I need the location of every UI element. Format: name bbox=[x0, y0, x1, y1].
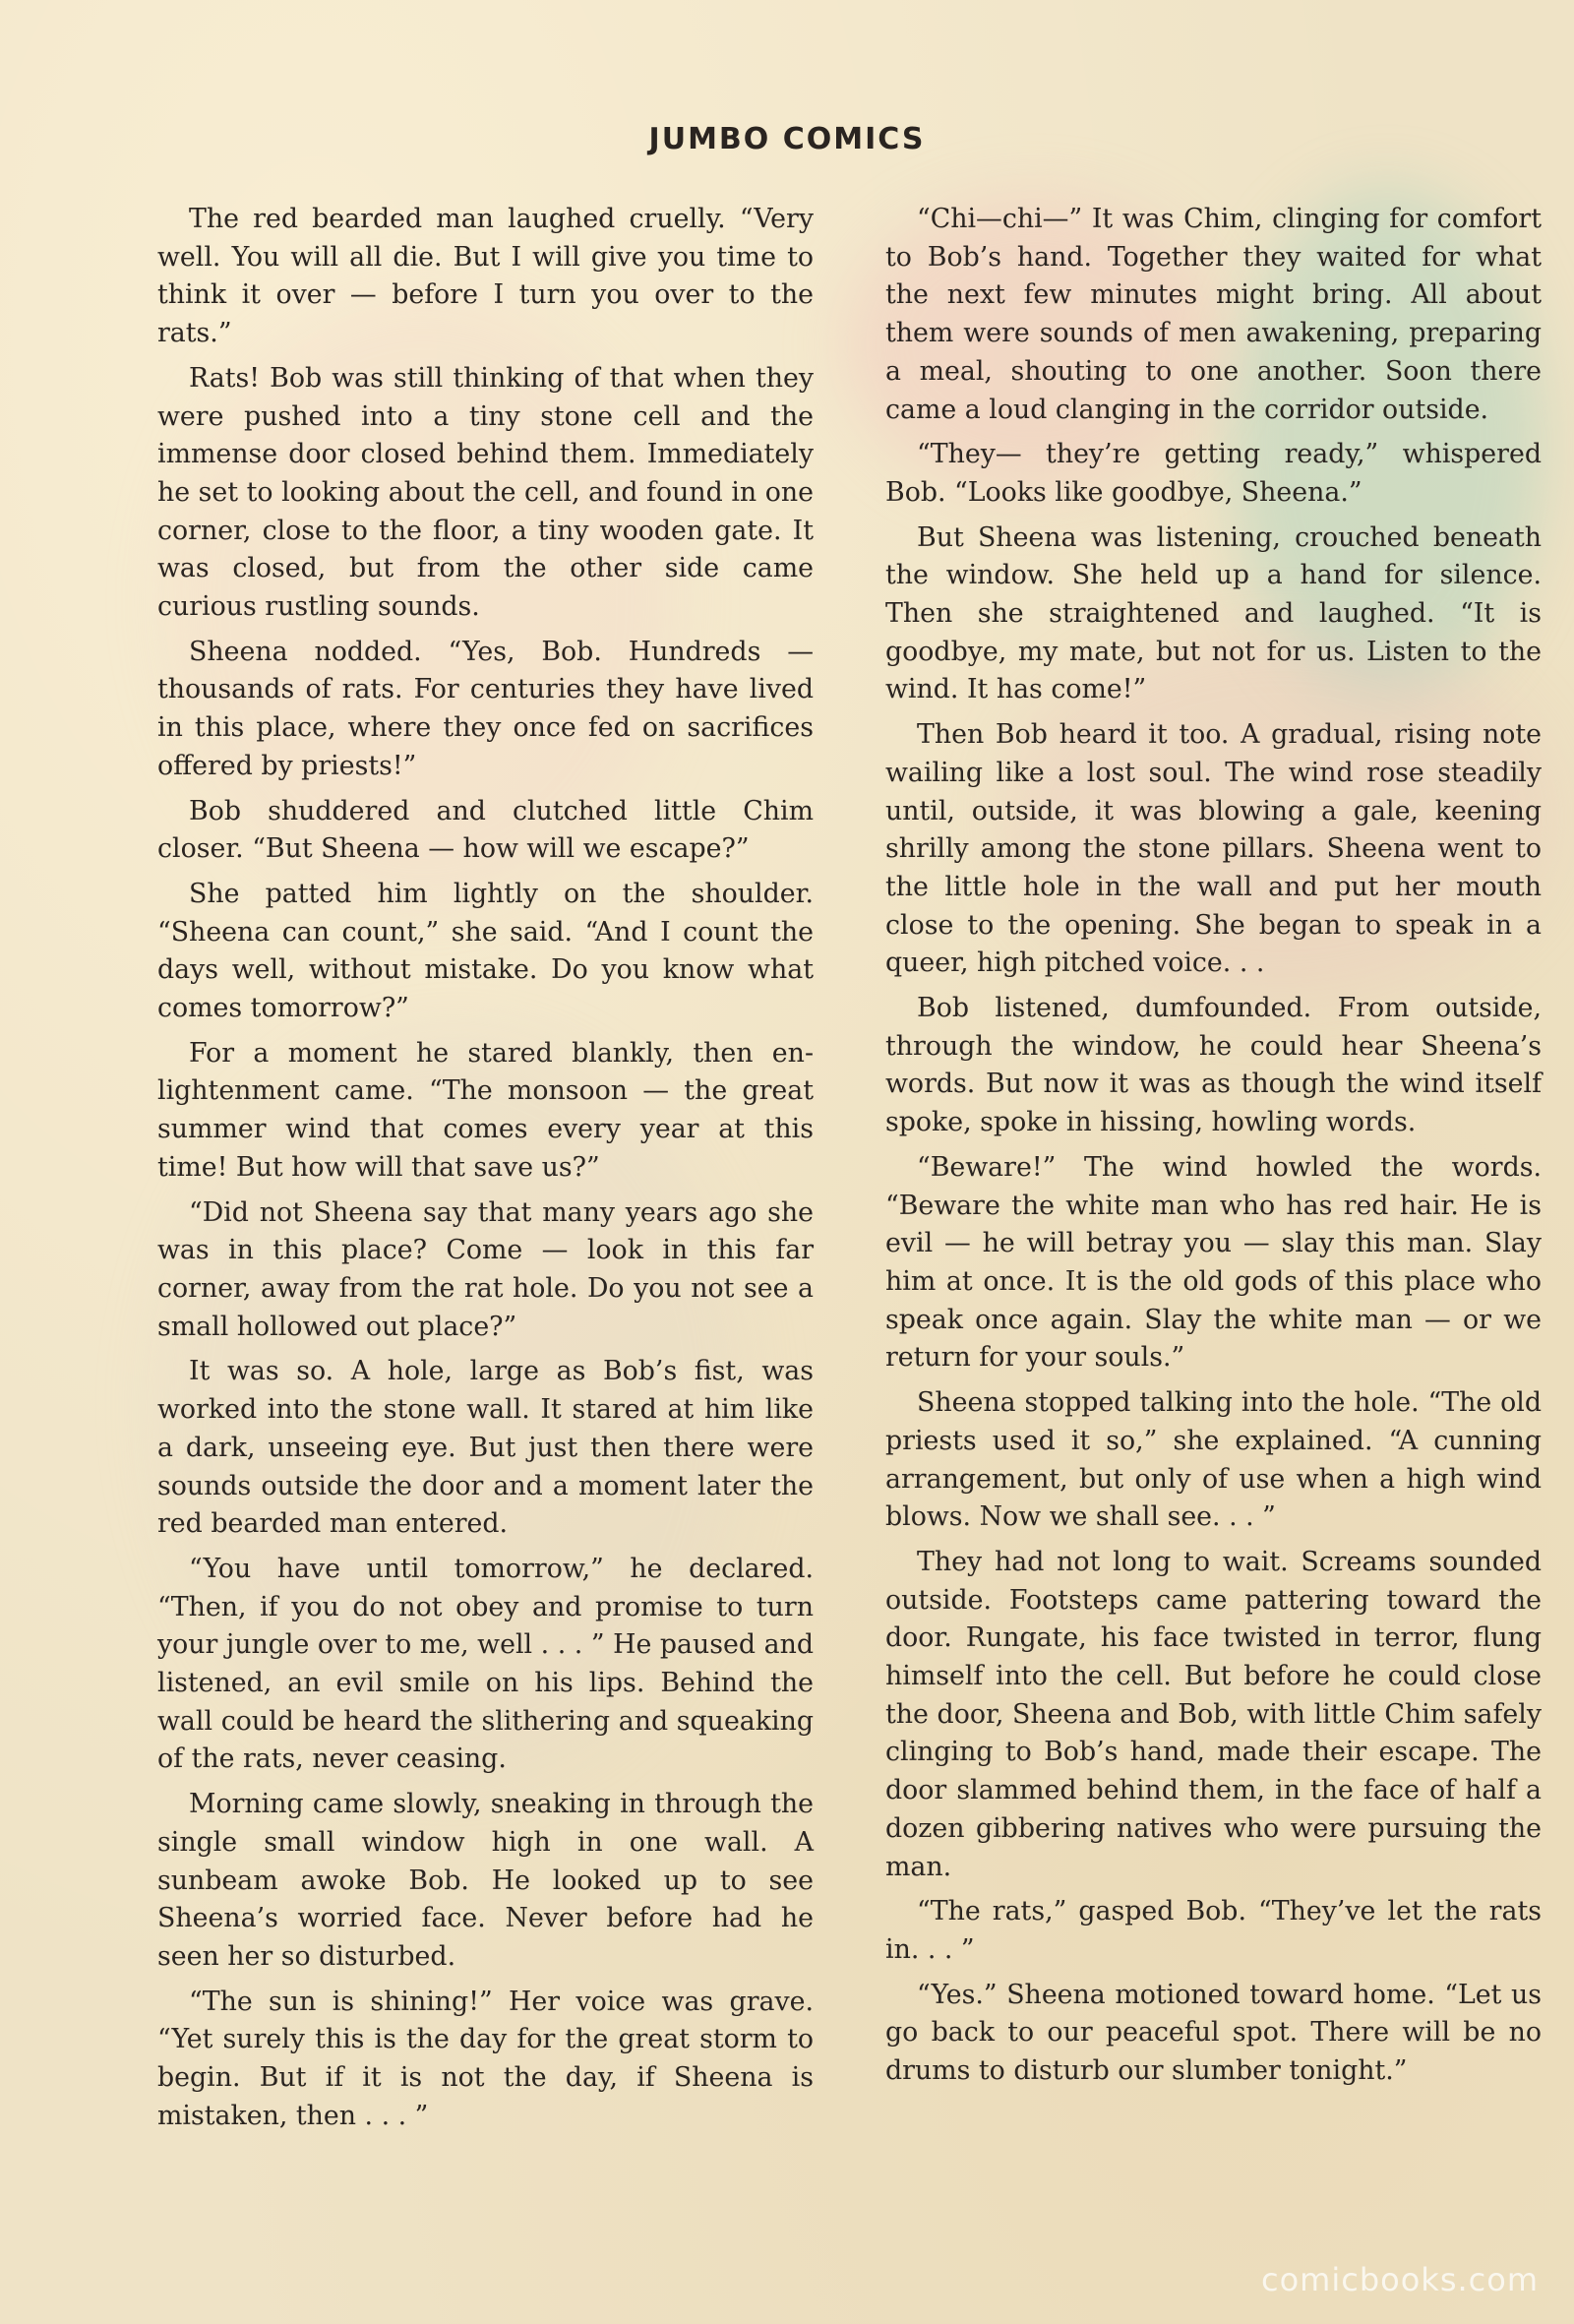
paragraph: “The rats,” gasped Bob. “They’ve let the rats in. . . ” bbox=[885, 1896, 1542, 1965]
paragraph: Morning came slowly, sneaking in through the single small window high in one wall. A sunbeam awoke Bob. He looked up to see Sheena’s worried face. Never before had he seen her so disturbed. bbox=[157, 1789, 814, 1972]
paragraph: “Did not Sheena say that many years ago she was in this place? Come — look in this far corner, away from the rat hole. Do you not see a small hollowed out place?” bbox=[157, 1196, 814, 1342]
paragraph: “You have until tomorrow,” he declared. “Then, if you do not obey and promise to turn your jungle over to me, well . . . ” He paused and listened, an evil smile on his lips. Behind the wall could be heard the slithering and squeaking of the rats, never ceasing. bbox=[157, 1553, 814, 1775]
paragraph: “Beware!” The wind howled the words. “Beware the white man who has red hair. He is evil — he will betray you — slay this man. Slay him at once. It is the old gods of this place who speak once again. Slay the white man — or we return for your souls.” bbox=[885, 1151, 1542, 1374]
site-watermark: comicbooks.com bbox=[1260, 2261, 1539, 2298]
paragraph: Rats! Bob was still thinking of that when they were pushed into a tiny stone cell and the immense door closed behind them. Immediately he set to looking about the cell, and found in one corner, close to the floor, a tiny wooden gate. It was closed, but from the other side came curious rustling sounds. bbox=[157, 362, 814, 623]
paragraph: “Chi—chi—” It was Chim, clinging for comfort to Bob’s hand. Together they waited for what the next few minutes might bring. All about them were sounds of men awakening, preparing a meal, shouting to one another. Soon there came a loud clanging in the corridor outside. bbox=[885, 204, 1542, 425]
paragraph: Bob listened, dumfounded. From outside, through the window, he could hear Sheena’s words. But now it was as though the wind itself spoke, spoke in hissing, howling words. bbox=[885, 993, 1542, 1138]
paragraph: Bob shuddered and clutched little Chim closer. “But Sheena — how will we escape?” bbox=[157, 795, 814, 865]
paragraph: “Yes.” Sheena motioned toward home. “Let us go back to our peaceful spot. There will be no drums to disturb our slumber tonight.” bbox=[885, 1979, 1542, 2087]
paragraph: For a moment he stared blankly, then enlightenment came. “The monsoon — the great summer wind that comes every year at this time! But how will that save us?” bbox=[157, 1037, 814, 1183]
paragraph: It was so. A hole, large as Bob’s fist, was worked into the stone wall. It stared at him like a dark, unseeing eye. But just then there were sounds outside the door and a moment later the red bearded man entered. bbox=[157, 1356, 814, 1540]
right-column bbox=[885, 201, 1542, 2098]
paragraph: Then Bob heard it too. A gradual, rising note wailing like a lost soul. The wind rose steadily until, outside, it was blowing a gale, keening shrilly among the stone pillars. Sheena went to the little hole in the wall and put her mouth close to the opening. She began to speak in a queer, high pitched voice. . . bbox=[885, 719, 1542, 979]
paragraph: The red bearded man laughed cruelly. “Very well. You will all die. But I will give you time to think it over — before I turn you over to the rats.” bbox=[157, 204, 814, 349]
paragraph: “The sun is shining!” Her voice was grave. “Yet surely this is the day for the great storm to begin. But if it is not the day, if Sheena is mistaken, then . . . ” bbox=[157, 1986, 814, 2131]
paragraph: But Sheena was listening, crouched beneath the window. She held up a hand for silence. Then she straightened and laughed. “It is goodbye, my mate, but not for us. Listen to the wind. It has come!” bbox=[885, 521, 1542, 705]
paragraph: They had not long to wait. Screams sounded outside. Footsteps came pattering toward the door. Rungate, his face twisted in terror, flung himself into the cell. But before he could close the door, Sheena and Bob, with little Chim safely clinging to Bob’s hand, made their escape. The door slammed behind them, in the face of half a dozen gibbering natives who were pursuing the man. bbox=[885, 1546, 1542, 1882]
paragraph: She patted him lightly on the shoulder. “Sheena can count,” she said. “And I count the days well, without mistake. Do you know what comes tomorrow?” bbox=[157, 878, 814, 1024]
paragraph: Sheena nodded. “Yes, Bob. Hundreds — thousands of rats. For centuries they have lived in this place, where they once fed on sacrifices offered by priests!” bbox=[157, 636, 814, 781]
page-header: JUMBO COMICS bbox=[648, 122, 926, 156]
left-column bbox=[157, 201, 814, 2142]
paragraph: Sheena stopped talking into the hole. “The old priests used it so,” she explained. “A cunning arrangement, but only of use when a high wind blows. Now we shall see. . . ” bbox=[885, 1387, 1542, 1533]
paragraph: “They— they’re getting ready,” whispered Bob. “Looks like goodbye, Sheena.” bbox=[885, 439, 1542, 508]
